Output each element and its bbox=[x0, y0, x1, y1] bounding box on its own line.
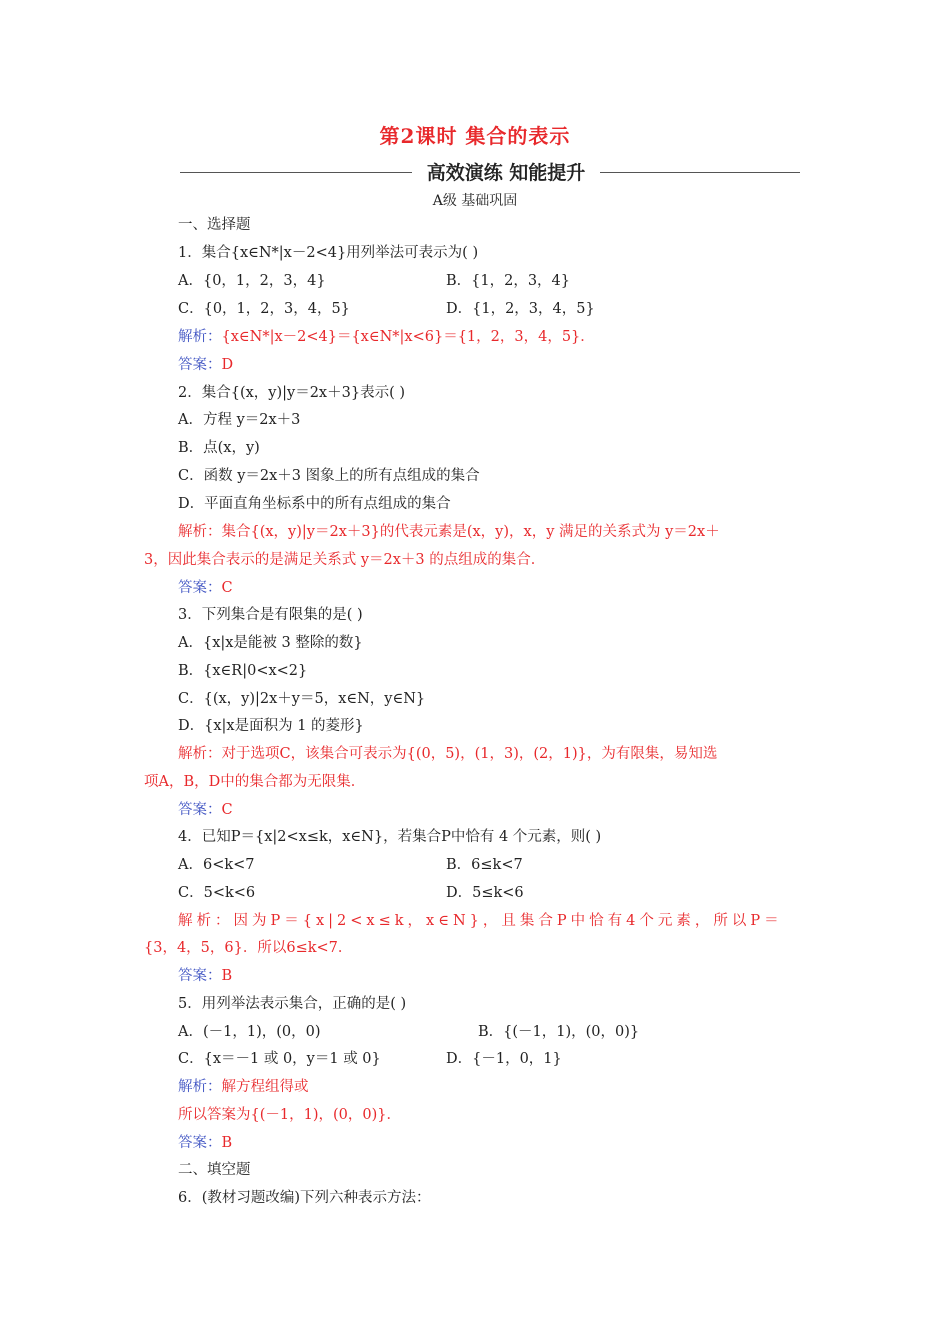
section-choice: 一、选择题 bbox=[178, 217, 251, 233]
q5-option-d: D．{－1，0，1} bbox=[446, 1051, 562, 1067]
q2-analysis-line2: 3，因此集合表示的是满足关系式 y＝2x＋3 的点组成的集合． bbox=[144, 552, 546, 568]
level-heading: A级 基础巩固 bbox=[432, 193, 518, 209]
q1-stem: 1．集合{x∈N*|x－2<4}用列举法可表示为( ) bbox=[178, 245, 479, 261]
banner-left-rule bbox=[180, 172, 412, 173]
q1-option-d: D．{1，2，3，4，5} bbox=[446, 301, 595, 317]
q1-answer-value: D bbox=[221, 357, 234, 373]
answer-label: 答案： bbox=[178, 968, 222, 984]
answer-label: 答案： bbox=[178, 1135, 222, 1151]
banner-text: 高效演练 知能提升 bbox=[426, 162, 586, 184]
analysis-label: 解析： bbox=[178, 329, 222, 345]
q2-analysis-line1 bbox=[178, 522, 720, 542]
q5-analysis-line1 bbox=[178, 1077, 309, 1097]
q5-option-c: C．{x＝－1 或 0，y＝1 或 0} bbox=[178, 1051, 381, 1067]
q4-option-b: B．6≤k<7 bbox=[446, 857, 523, 873]
q2-option-b: B．点(x，y) bbox=[178, 440, 260, 456]
q1-option-b: B．{1，2，3，4} bbox=[446, 273, 571, 289]
q3-analysis-line1 bbox=[178, 744, 717, 764]
q2-stem: 2．集合{(x，y)|y＝2x＋3}表示( ) bbox=[178, 385, 405, 401]
q1-analysis-text: {x∈N*|x－2<4}＝{x∈N*|x<6}＝{1，2，3，4，5}． bbox=[221, 329, 595, 345]
answer-label: 答案： bbox=[178, 357, 222, 373]
q2-answer bbox=[178, 578, 233, 598]
answer-label: 答案： bbox=[178, 802, 222, 818]
q2-option-c: C．函数 y＝2x＋3 图象上的所有点组成的集合 bbox=[178, 468, 480, 484]
section-fill: 二、填空题 bbox=[178, 1162, 251, 1178]
q3-answer bbox=[178, 800, 233, 820]
q3-option-d: D．{x|x是面积为 1 的菱形} bbox=[178, 718, 364, 734]
q4-answer bbox=[178, 966, 232, 986]
q3-option-b: B．{x∈R|0<x<2} bbox=[178, 663, 308, 679]
q1-option-c: C．{0，1，2，3，4，5} bbox=[178, 301, 350, 317]
analysis-label: 解析： bbox=[178, 1079, 222, 1095]
banner-right-rule bbox=[600, 172, 800, 173]
banner bbox=[180, 158, 800, 186]
q3-stem: 3．下列集合是有限集的是( ) bbox=[178, 607, 363, 623]
q3-analysis-line2: 项A，B，D中的集合都为无限集． bbox=[144, 774, 366, 790]
q2-option-d: D．平面直角坐标系中的所有点组成的集合 bbox=[178, 496, 451, 512]
q1-option-a: A．{0，1，2，3，4} bbox=[178, 273, 326, 289]
q4-option-d: D．5≤k<6 bbox=[446, 885, 524, 901]
q3-answer-value: C bbox=[221, 802, 233, 818]
q5-option-a: A．(－1，1)，(0，0) bbox=[178, 1024, 321, 1040]
q4-option-a: A．6<k<7 bbox=[178, 857, 255, 873]
page-title: 第2课时 集合的表示 bbox=[379, 124, 571, 148]
q4-answer-value: B bbox=[221, 968, 233, 984]
q6-stem: 6．(教材习题改编)下列六种表示方法： bbox=[178, 1190, 431, 1206]
q5-option-b: B．{(－1，1)，(0，0)} bbox=[478, 1024, 640, 1040]
q1-answer bbox=[178, 355, 233, 375]
q5-analysis-text-1: 解方程组得或 bbox=[221, 1079, 309, 1095]
q4-option-c: C．5<k<6 bbox=[178, 885, 256, 901]
q4-stem: 4．已知P＝{x|2<x≤k，x∈N}，若集合P中恰有 4 个元素，则( ) bbox=[178, 829, 602, 845]
q5-answer-value: B bbox=[221, 1135, 233, 1151]
answer-label: 答案： bbox=[178, 580, 222, 596]
q5-analysis-line2: 所以答案为{(－1，1)，(0，0)}． bbox=[178, 1107, 401, 1123]
q5-answer bbox=[178, 1133, 232, 1153]
q3-option-a: A．{x|x是能被 3 整除的数} bbox=[178, 635, 363, 651]
analysis-label: 解析： bbox=[178, 524, 222, 540]
q3-option-c: C．{(x，y)|2x＋y＝5，x∈N，y∈N} bbox=[178, 691, 426, 707]
q5-stem: 5．用列举法表示集合，正确的是( ) bbox=[178, 996, 407, 1012]
q3-analysis-text-1: 对于选项C，该集合可表示为{(0，5)，(1，3)，(2，1)}，为有限集，易知选 bbox=[221, 746, 718, 762]
q4-analysis-line2: {3，4，5，6}．所以6≤k<7． bbox=[144, 940, 353, 956]
q2-answer-value: C bbox=[221, 580, 233, 596]
analysis-label: 解析： bbox=[178, 746, 222, 762]
q2-option-a: A．方程 y＝2x＋3 bbox=[178, 412, 301, 428]
q2-analysis-text-1: 集合{(x，y)|y＝2x＋3}的代表元素是(x，y)，x，y 满足的关系式为 y＝2x＋ bbox=[221, 524, 720, 540]
q1-analysis bbox=[178, 327, 595, 347]
q4-analysis-line1: 解析：因为P＝{x|2<x≤k，x∈N}，且集合P中恰有4个元素，所以P＝ bbox=[178, 913, 783, 929]
